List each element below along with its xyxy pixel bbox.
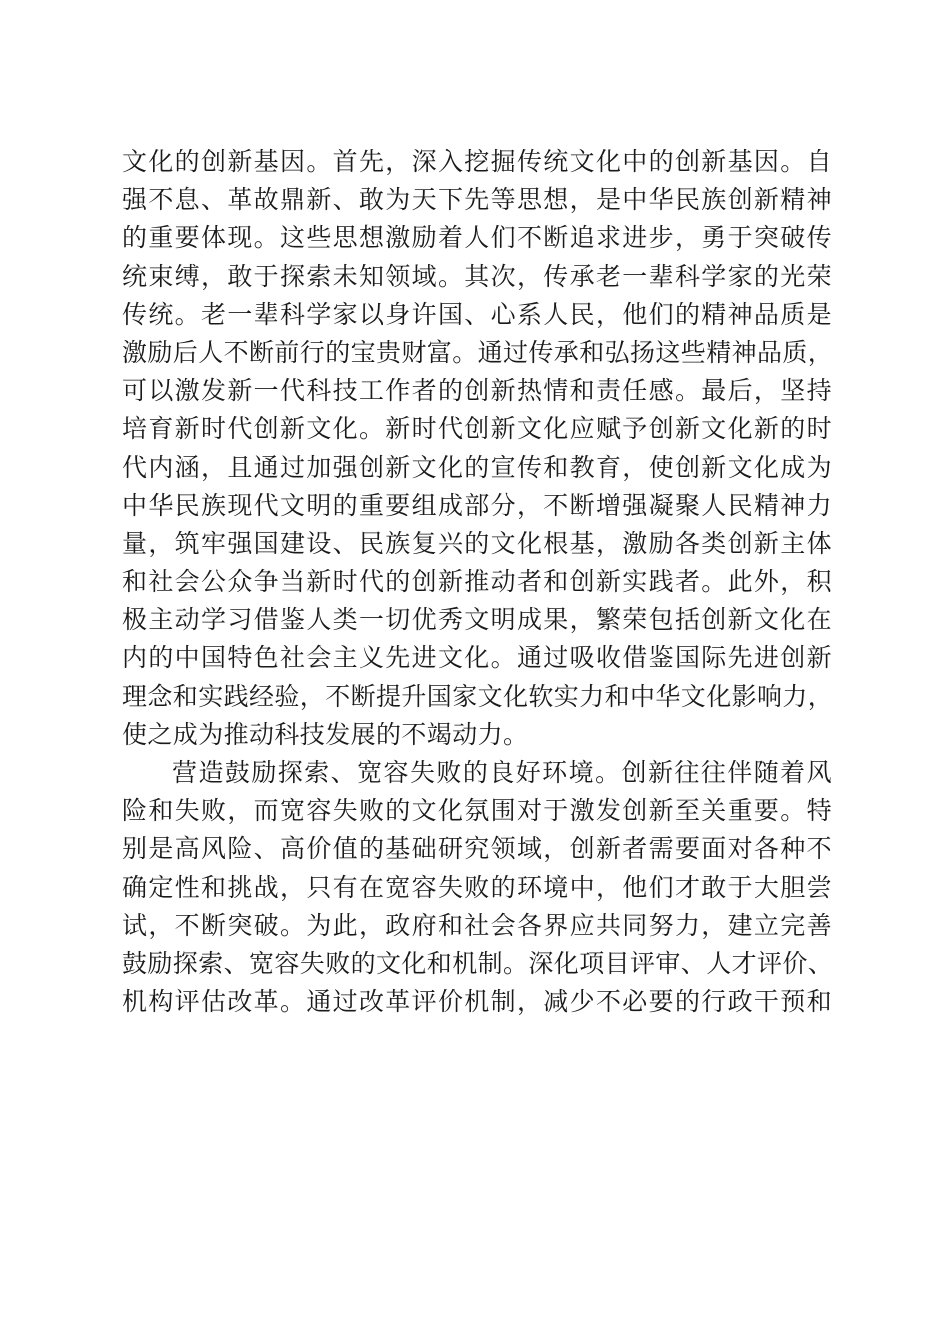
text-line: 内的中国特色社会主义先进文化。通过吸收借鉴国际先进创新	[122, 643, 832, 673]
text-line: 试，不断突破。为此，政府和社会各界应共同努力，建立完善	[122, 910, 832, 940]
text-line: 激励后人不断前行的宝贵财富。通过传承和弘扬这些精神品质，	[122, 337, 834, 367]
text-line: 使之成为推动科技发展的不竭动力。	[122, 719, 529, 749]
text-line: 培育新时代创新文化。新时代创新文化应赋予创新文化新的时	[122, 414, 832, 444]
body-text	[122, 143, 832, 1021]
text-line: 强不息、革故鼎新、敢为天下先等思想，是中华民族创新精神	[122, 185, 832, 215]
text-line: 的重要体现。这些思想激励着人们不断追求进步，勇于突破传	[122, 223, 832, 253]
text-line: 极主动学习借鉴人类一切优秀文明成果，繁荣包括创新文化在	[122, 605, 832, 635]
paragraph-1	[122, 143, 832, 754]
text-line: 代内涵，且通过加强创新文化的宣传和教育，使创新文化成为	[122, 452, 832, 482]
text-line: 传统。老一辈科学家以身许国、心系人民，他们的精神品质是	[122, 299, 832, 329]
text-line: 别是高风险、高价值的基础研究领域，创新者需要面对各种不	[122, 834, 832, 864]
paragraph-2	[122, 754, 832, 1021]
text-line: 量，筑牢强国建设、民族复兴的文化根基，激励各类创新主体	[122, 528, 832, 558]
text-line: 确定性和挑战，只有在宽容失败的环境中，他们才敢于大胆尝	[122, 872, 832, 902]
text-line: 中华民族现代文明的重要组成部分，不断增强凝聚人民精神力	[122, 490, 832, 520]
text-line: 鼓励探索、宽容失败的文化和机制。深化项目评审、人才评价、	[122, 948, 834, 978]
text-line: 和社会公众争当新时代的创新推动者和创新实践者。此外，积	[122, 567, 832, 597]
text-line: 险和失败，而宽容失败的文化氛围对于激发创新至关重要。特	[122, 796, 832, 826]
text-line: 理念和实践经验，不断提升国家文化软实力和中华文化影响力，	[122, 681, 834, 711]
text-line: 营造鼓励探索、宽容失败的良好环境。创新往往伴随着风	[172, 758, 832, 787]
text-line: 文化的创新基因。首先，深入挖掘传统文化中的创新基因。自	[122, 147, 832, 176]
text-line: 机构评估改革。通过改革评价机制，减少不必要的行政干预和	[122, 987, 832, 1017]
text-line: 可以激发新一代科技工作者的创新热情和责任感。最后，坚持	[122, 376, 832, 406]
text-line: 统束缚，敢于探索未知领域。其次，传承老一辈科学家的光荣	[122, 261, 832, 291]
